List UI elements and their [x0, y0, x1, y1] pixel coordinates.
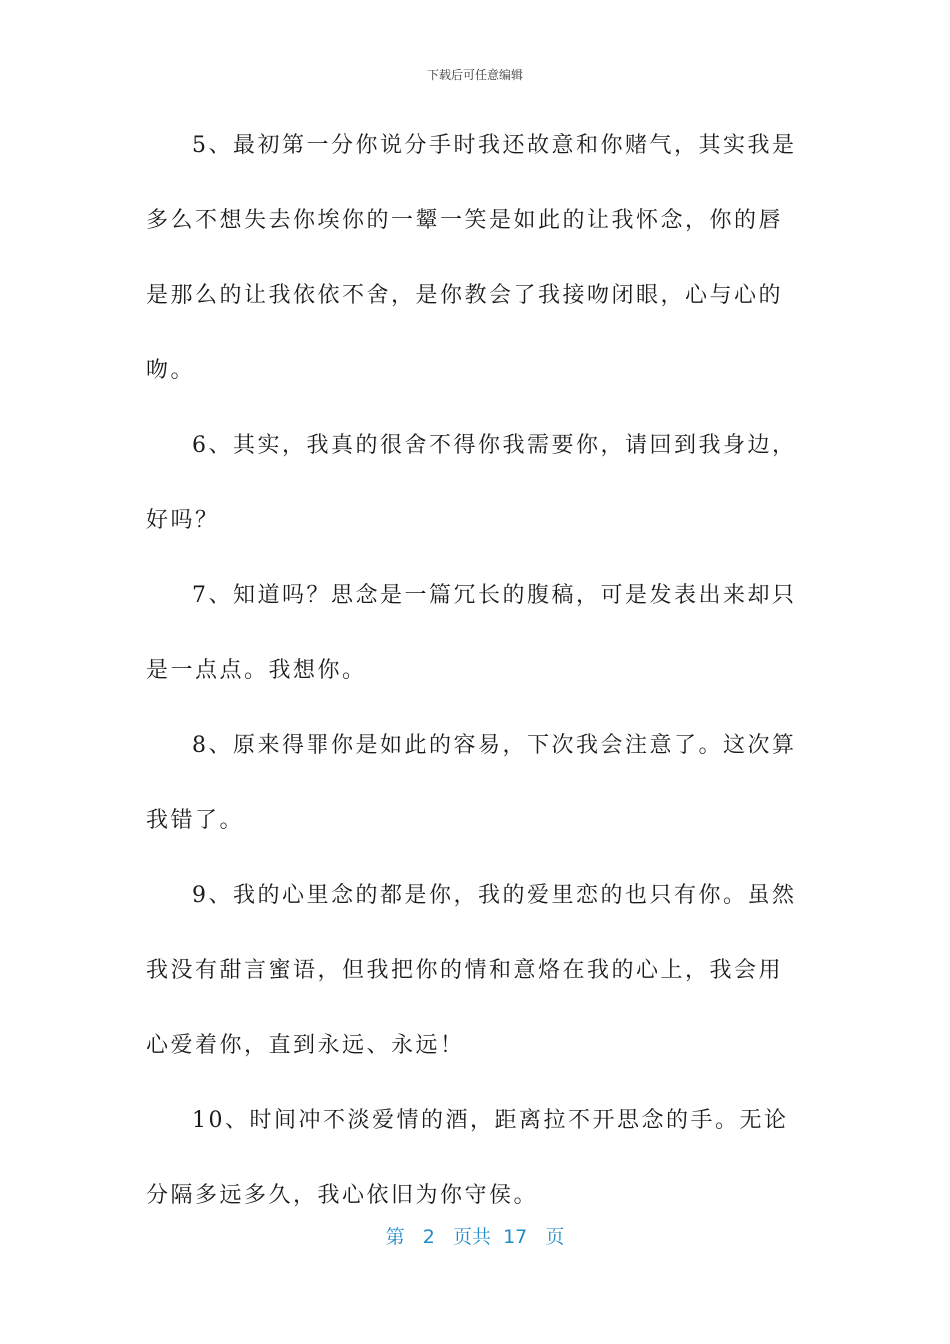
header-note: 下载后可任意编辑 — [426, 68, 523, 82]
footer-prefix: 第 — [385, 1226, 405, 1248]
paragraph-6: 6、其实，我真的很舍不得你我需要你，请回到我身边，好吗？ — [146, 433, 797, 533]
page-number-footer — [0, 1222, 950, 1249]
footer-current-page: 2 — [422, 1226, 435, 1248]
footer-middle: 页共 — [452, 1226, 491, 1248]
paragraph-9: 9、我的心里念的都是你，我的爱里恋的也只有你。虽然我没有甜言蜜语，但我把你的情和意烙在我的心上，我会用心爱着你，直到永远、永远！ — [146, 883, 797, 1058]
document-body — [146, 108, 806, 1233]
paragraph-7: 7、知道吗？思念是一篇冗长的腹稿，可是发表出来却只是一点点。我想你。 — [146, 583, 797, 683]
paragraph-10: 10、时间冲不淡爱情的酒，距离拉不开思念的手。无论分隔多远多久，我心依旧为你守侯。 — [146, 1108, 789, 1208]
paragraph-5: 5、最初第一分你说分手时我还故意和你赌气，其实我是多么不想失去你埃你的一颦一笑是如此的让我怀念，你的唇是那么的让我依依不舍，是你教会了我接吻闭眼，心与心的吻。 — [146, 133, 797, 383]
paragraph-8: 8、原来得罪你是如此的容易，下次我会注意了。这次算我错了。 — [146, 733, 797, 833]
footer-suffix: 页 — [545, 1226, 565, 1248]
footer-total-pages: 17 — [503, 1226, 528, 1248]
